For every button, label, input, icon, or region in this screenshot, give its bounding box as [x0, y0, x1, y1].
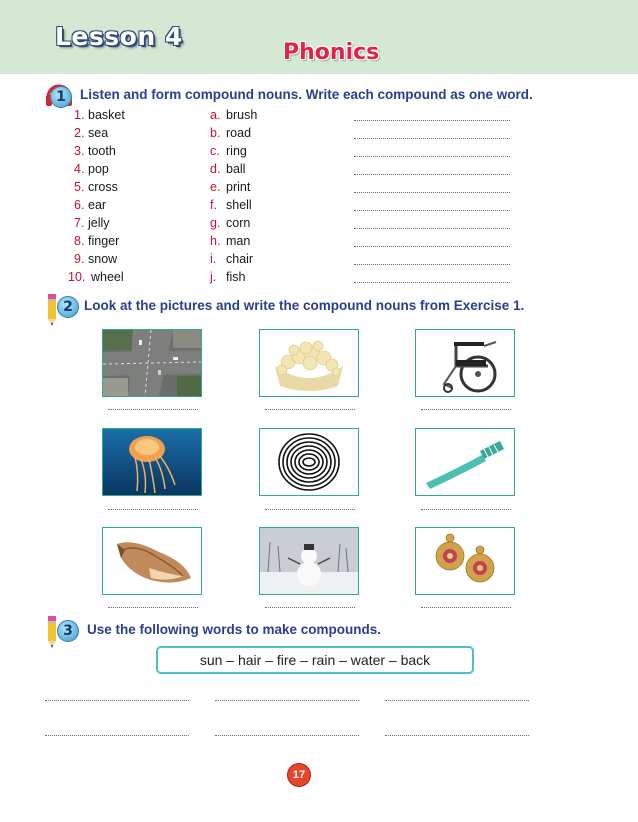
- word-right: brush: [226, 108, 258, 122]
- answer-line[interactable]: [354, 246, 510, 247]
- item-letter: f.: [210, 198, 217, 212]
- word-right: ring: [226, 144, 247, 158]
- answer-line[interactable]: [265, 607, 355, 608]
- word-right: print: [226, 180, 251, 194]
- word-right: chair: [226, 252, 254, 266]
- item-number: 7.: [74, 216, 85, 230]
- item-number: 9.: [74, 252, 85, 266]
- item-number: 6.: [74, 198, 85, 212]
- answer-line[interactable]: [108, 409, 198, 410]
- word-left: ear: [88, 198, 107, 212]
- word-left: pop: [88, 162, 109, 176]
- word-left: sea: [88, 126, 109, 140]
- exercise-3-instruction: Use the following words to make compounds.: [87, 622, 382, 637]
- item-letter: e.: [210, 180, 221, 194]
- answer-line[interactable]: [354, 282, 510, 283]
- word-right: fish: [226, 270, 246, 284]
- answer-line[interactable]: [265, 509, 355, 510]
- word-left: basket: [88, 108, 125, 122]
- word-right: man: [226, 234, 251, 248]
- answer-line[interactable]: [45, 700, 189, 701]
- item-letter: g.: [210, 216, 221, 230]
- item-letter: d.: [210, 162, 221, 176]
- exercise-1-number: 1: [50, 86, 72, 108]
- item-number: 1.: [74, 108, 85, 122]
- answer-line[interactable]: [385, 735, 529, 736]
- item-letter: a.: [210, 108, 221, 122]
- answer-line[interactable]: [108, 607, 198, 608]
- word-left: jelly: [88, 216, 110, 230]
- item-number: 4.: [74, 162, 85, 176]
- answer-line[interactable]: [354, 120, 510, 121]
- wheelchair-photo: [415, 329, 515, 397]
- answer-line[interactable]: [421, 409, 511, 410]
- exercise-2-instruction: Look at the pictures and write the compound nouns from Exercise 1.: [84, 298, 525, 313]
- word-right: corn: [226, 216, 251, 230]
- popcorn-photo: [259, 329, 359, 397]
- item-number: 2.: [74, 126, 85, 140]
- answer-line[interactable]: [265, 409, 355, 410]
- item-number: 3.: [74, 144, 85, 158]
- answer-line[interactable]: [354, 174, 510, 175]
- exercise-1-instruction: Listen and form compound nouns. Write each compound as one word.: [80, 87, 533, 102]
- earring-photo: [415, 527, 515, 595]
- item-letter: i.: [210, 252, 217, 266]
- answer-line[interactable]: [354, 138, 510, 139]
- exercise-3-number: 3: [57, 620, 79, 642]
- item-letter: b.: [210, 126, 221, 140]
- item-letter: j.: [210, 270, 217, 284]
- lesson-title: Lesson 4: [55, 22, 183, 51]
- answer-line[interactable]: [215, 700, 359, 701]
- item-letter: h.: [210, 234, 221, 248]
- answer-line[interactable]: [385, 700, 529, 701]
- word-right: shell: [226, 198, 252, 212]
- item-number: 10.: [68, 270, 86, 284]
- word-left: snow: [88, 252, 118, 266]
- item-number: 5.: [74, 180, 85, 194]
- crossroad-photo: [102, 329, 202, 397]
- item-number: 8.: [74, 234, 85, 248]
- answer-line[interactable]: [354, 210, 510, 211]
- word-left: tooth: [88, 144, 116, 158]
- item-letter: c.: [210, 144, 220, 158]
- word-left: cross: [88, 180, 118, 194]
- answer-line[interactable]: [421, 509, 511, 510]
- answer-line[interactable]: [354, 228, 510, 229]
- page-number: 17: [287, 763, 311, 787]
- answer-line[interactable]: [45, 735, 189, 736]
- word-right: road: [226, 126, 252, 140]
- jellyfish-photo: [102, 428, 202, 496]
- answer-line[interactable]: [354, 192, 510, 193]
- word-right: ball: [226, 162, 246, 176]
- section-title: Phonics: [283, 40, 380, 65]
- word-box: sun – hair – fire – rain – water – back: [156, 646, 474, 674]
- exercise-2-number: 2: [57, 296, 79, 318]
- answer-line[interactable]: [215, 735, 359, 736]
- toothbrush-photo: [415, 428, 515, 496]
- answer-line[interactable]: [421, 607, 511, 608]
- answer-line[interactable]: [354, 264, 510, 265]
- fingerprint-photo: [259, 428, 359, 496]
- word-left: finger: [88, 234, 120, 248]
- seashell-photo: [102, 527, 202, 595]
- snowman-photo: [259, 527, 359, 595]
- answer-line[interactable]: [354, 156, 510, 157]
- answer-line[interactable]: [108, 509, 198, 510]
- word-left: wheel: [91, 270, 124, 284]
